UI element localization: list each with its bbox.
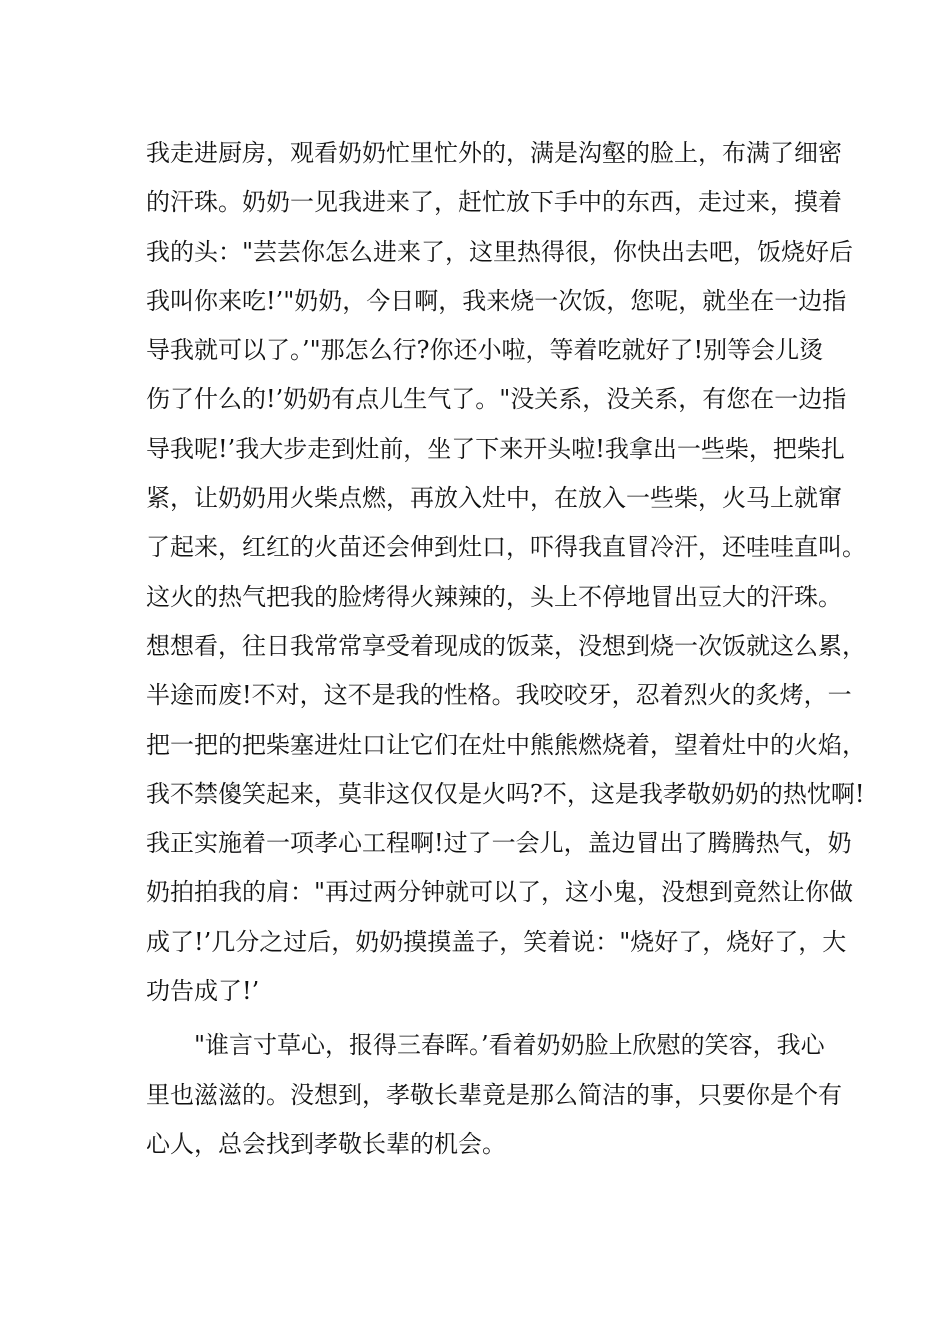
text-line: 想想看，往日我常常享受着现成的饭菜，没想到烧一次饭就这么累， [146,631,866,660]
paragraph [146,129,866,1016]
text-line: 里也滋滋的。没想到，孝敬长辈竟是那么简洁的事，只要你是个有 [146,1080,842,1109]
text-line: 这火的热气把我的脸烤得火辣辣的，头上不停地冒出豆大的汗珠。 [146,582,842,611]
text-line: 我不禁傻笑起来，莫非这仅仅是火吗?不，这是我孝敬奶奶的热忱啊! [146,779,865,808]
text-line: 我走进厨房，观看奶奶忙里忙外的，满是沟壑的脸上，布满了细密 [146,139,842,167]
text-line: 半途而废!不对，这不是我的性格。我咬咬牙，忍着烈火的炙烤，一 [146,681,852,710]
text-line: 我正实施着一项孝心工程啊!过了一会儿，盖边冒出了腾腾热气，奶 [146,829,852,858]
paragraph [146,1021,842,1169]
text-line: 导我呢!’我大步走到灶前，坐了下来开头啦!我拿出一些柴，把柴扎 [146,434,845,463]
text-line: 功告成了!’ [146,977,260,1006]
text-line: "谁言寸草心，报得三春晖。’看着奶奶脸上欣慰的笑容，我心 [146,1031,825,1060]
text-line: 的汗珠。奶奶一见我进来了，赶忙放下手中的东西，走过来，摸着 [146,188,842,217]
text-line: 伤了什么的!’奶奶有点儿生气了。"没关系，没关系，有您在一边指 [146,385,847,414]
document-body [146,129,866,1169]
text-line: 我的头："芸芸你怎么进来了，这里热得很，你快出去吧，饭烧好后 [146,237,854,266]
text-line: 心人，总会找到孝敬长辈的机会。 [146,1129,506,1158]
text-line: 我叫你来吃!’"奶奶，今日啊，我来烧一次饭，您呢，就坐在一边指 [146,286,847,315]
text-line: 把一把的把柴塞进灶口让它们在灶中熊熊燃烧着，望着灶中的火焰， [146,730,866,759]
text-line: 了起来，红红的火苗还会伸到灶口，吓得我直冒冷汗，还哇哇直叫。 [146,533,866,562]
text-line: 导我就可以了。’"那怎么行?你还小啦，等着吃就好了!别等会儿烫 [146,336,824,365]
text-line: 紧，让奶奶用火柴点燃，再放入灶中，在放入一些柴，火马上就窜 [146,484,842,513]
text-line: 成了!’几分之过后，奶奶摸摸盖子，笑着说："烧好了，烧好了，大 [146,927,847,956]
text-line: 奶拍拍我的肩："再过两分钟就可以了，这小鬼，没想到竟然让你做 [146,878,854,907]
